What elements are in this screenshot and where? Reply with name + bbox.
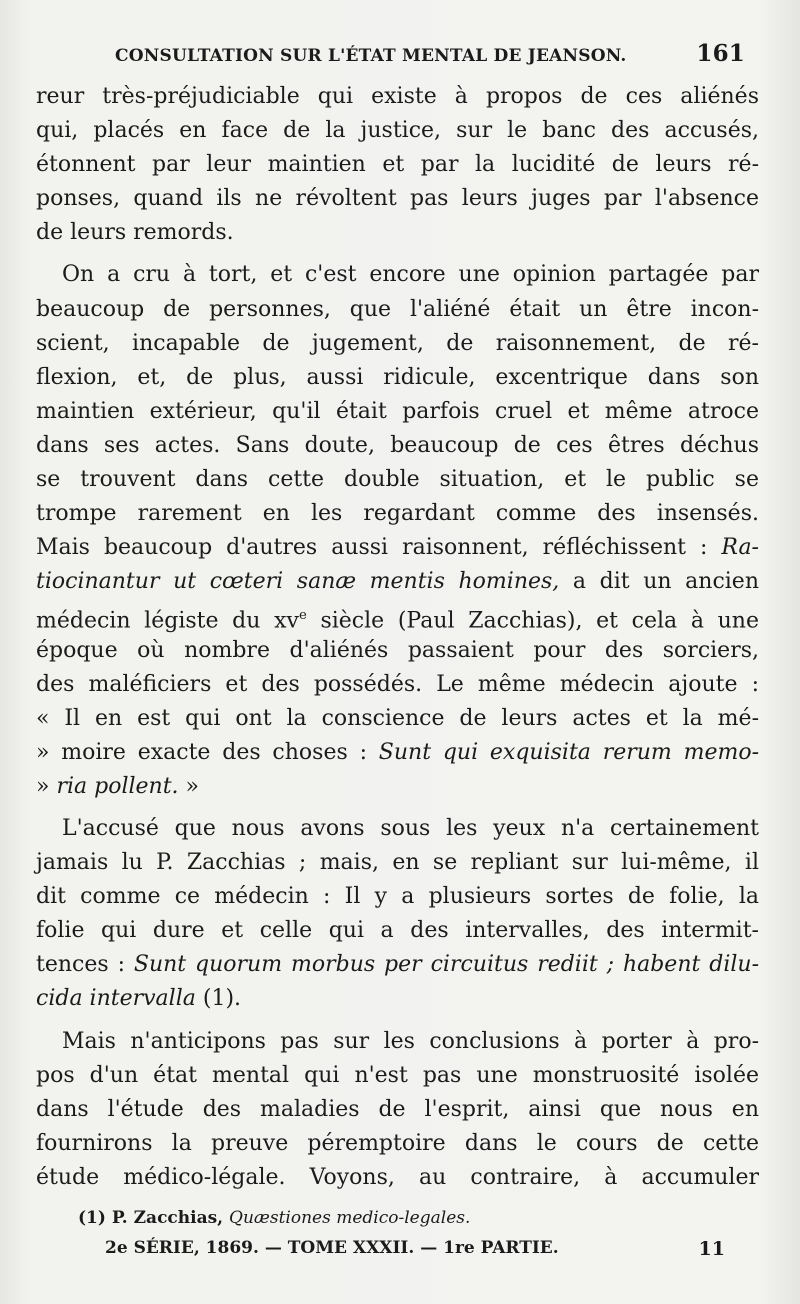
series-info: 2e SÉRIE, 1869. — TOME XXXII. — 1re PARTIE.: [105, 1238, 559, 1258]
text-line: dit comme ce médecin : Il y a plusieurs sortes de folie, la: [36, 884, 759, 910]
text-line: jamais lu P. Zacchias ; mais, en se repliant sur lui-même, il: [36, 850, 759, 876]
footnote-title: Quæstiones medico-legales.: [229, 1208, 471, 1228]
latin-quote: cida intervalla: [36, 986, 196, 1012]
text-segment: tences :: [36, 952, 134, 978]
text-line: [36, 565, 759, 599]
text-line: fournirons la preuve péremptoire dans le cours de cette: [36, 1130, 759, 1156]
text-line: qui, placés en face de la justice, sur le banc des accusés,: [36, 118, 759, 144]
text-line: pos d'un état mental qui n'est pas une monstruosité isolée: [36, 1062, 759, 1088]
text-line: beaucoup de personnes, que l'aliéné était un être incon-: [36, 296, 759, 322]
text-line: étude médico-légale. Voyons, au contraire, à accumuler: [36, 1164, 759, 1190]
text-segment: Mais beaucoup d'autres aussi raisonnent, réfléchissent :: [36, 535, 708, 561]
superscript: e: [298, 608, 307, 624]
body-text: [36, 80, 759, 1195]
text-line: se trouvent dans cette double situation, et le public se: [36, 467, 759, 493]
text-line: [36, 599, 759, 633]
text-segment: »: [36, 773, 57, 799]
latin-quote: Ra-: [721, 535, 759, 561]
latin-quote: Sunt quorum morbus per circuitus rediit ; habent dilu-: [133, 952, 760, 978]
latin-quote: Sunt qui exquisita rerum memo-: [378, 739, 760, 765]
footnote-ref: (1).: [195, 986, 242, 1012]
text-segment: siècle (Paul Zacchias), et cela à une: [306, 608, 759, 634]
text-line: [36, 736, 759, 770]
text-line: L'accusé que nous avons sous les yeux n'a certainement: [62, 815, 759, 841]
text-line: On a cru à tort, et c'est encore une opinion partagée par: [62, 262, 759, 288]
latin-quote: ria pollent.: [56, 773, 179, 799]
text-line: Mais n'anticipons pas sur les conclusions à porter à pro-: [62, 1028, 759, 1054]
running-title: CONSULTATION SUR L'ÉTAT MENTAL DE JEANSON.: [115, 46, 627, 66]
text-segment: » moire exacte des choses :: [36, 739, 379, 765]
footnote: [78, 1208, 738, 1228]
text-line: scient, incapable de jugement, de raisonnement, de ré-: [36, 330, 759, 356]
text-line: dans l'étude des maladies de l'esprit, ainsi que nous en: [36, 1096, 759, 1122]
text-line: folie qui dure et celle qui a des intervalles, des intermit-: [36, 918, 759, 944]
text-segment: médecin légiste du xv: [36, 608, 299, 634]
text-line: reur très-préjudiciable qui existe à propos de ces aliénés: [36, 84, 759, 109]
text-line: des maléficiers et des possédés. Le même médecin ajoute :: [36, 671, 759, 697]
text-line: « Il en est qui ont la conscience de leurs actes et la mé-: [36, 705, 759, 731]
sheet-number: 11: [698, 1238, 725, 1260]
text-line: flexion, et, de plus, aussi ridicule, excentrique dans son: [36, 364, 759, 390]
text-line: [36, 948, 759, 982]
text-line: [36, 982, 759, 1016]
printer-signature: [105, 1238, 725, 1266]
latin-quote: tiocinantur ut cœteri sanæ mentis homines,: [36, 569, 560, 595]
text-line: ponses, quand ils ne révoltent pas leurs juges par l'absence: [36, 186, 759, 212]
text-line: [36, 770, 759, 804]
text-segment: »: [178, 773, 199, 799]
page-number: 161: [696, 40, 745, 67]
text-line: [36, 531, 759, 565]
footnote-marker: (1) P. Zacchias,: [78, 1208, 230, 1228]
text-line: maintien extérieur, qu'il était parfois cruel et même atroce: [36, 398, 759, 424]
text-line: époque où nombre d'aliénés passaient pour des sorciers,: [36, 637, 759, 663]
text-line: étonnent par leur maintien et par la lucidité de leurs ré-: [36, 152, 759, 178]
text-line: de leurs remords.: [36, 220, 234, 246]
text-segment: a dit un ancien: [559, 569, 760, 595]
text-line: trompe rarement en les regardant comme des insensés.: [36, 501, 759, 527]
page-header: [115, 40, 745, 74]
text-line: dans ses actes. Sans doute, beaucoup de ces êtres déchus: [36, 432, 759, 458]
